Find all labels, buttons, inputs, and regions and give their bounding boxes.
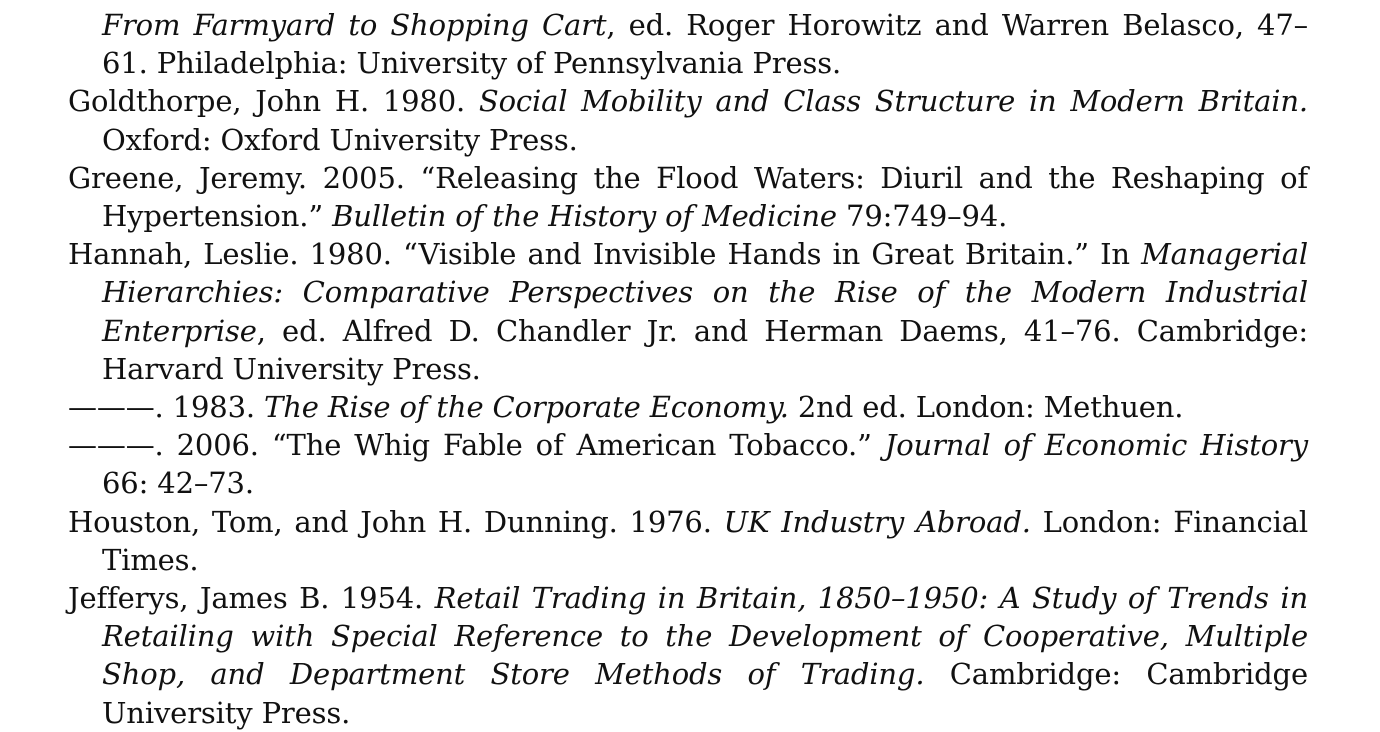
- reference-text: 79:749–94.: [836, 199, 1008, 234]
- book-title: Retail Trading in Britain, 1850–1950: A Study of Trends in Retailing with Special Reference to the Development of Cooperative, Multiple Shop, and Department Store Methods of Trading.: [102, 581, 1308, 692]
- reference-entry: [68, 235, 1308, 388]
- reference-entry: [68, 6, 1308, 82]
- reference-text: 66: 42–73.: [102, 466, 254, 501]
- reference-text: ———. 1983.: [68, 390, 265, 425]
- reference-text: 2nd ed. London: Methuen.: [788, 390, 1184, 425]
- reference-entry: [68, 579, 1308, 732]
- reference-text: Jefferys, James B. 1954.: [68, 581, 435, 616]
- book-title: Social Mobility and Class Structure in Modern Britain.: [478, 84, 1308, 119]
- reference-text: , ed. Roger Horowitz and Warren Belasco, 47–61. Philadelphia: University of Pennsylvania Press.: [102, 8, 1308, 81]
- book-title: From Farmyard to Shopping Cart: [102, 8, 607, 42]
- book-title: The Rise of the Corporate Economy.: [264, 390, 789, 425]
- reference-text: London: Financial Times.: [102, 504, 1308, 577]
- reference-text: Houston, Tom, and John H. Dunning. 1976.: [68, 504, 724, 539]
- reference-text: Goldthorpe, John H. 1980.: [68, 84, 479, 119]
- journal-title: Journal of Economic History: [884, 428, 1309, 463]
- reference-text: Hannah, Leslie. 1980. “Visible and Invisible Hands in Great Britain.” In: [68, 237, 1142, 272]
- reference-text: Oxford: Oxford University Press.: [102, 122, 578, 157]
- reference-entry: [68, 503, 1308, 579]
- reference-entry: [68, 82, 1308, 158]
- reference-text: Greene, Jeremy. 2005. “Releasing the Flood Waters: Diuril and the Reshaping of Hypertension.”: [68, 160, 1308, 234]
- reference-text: ———. 2006. “The Whig Fable of American Tobacco.”: [68, 428, 885, 463]
- reference-entry: [68, 388, 1308, 426]
- reference-entry: [68, 159, 1308, 235]
- bibliography-page: [68, 6, 1308, 732]
- reference-text: , ed. Alfred D. Chandler Jr. and Herman Daems, 41–76. Cambridge: Harvard University Press.: [102, 313, 1308, 386]
- book-title: Managerial Hierarchies: Comparative Perspectives on the Rise of the Modern Industrial Enterprise: [102, 237, 1308, 348]
- reference-text: Cambridge: Cambridge University Press.: [102, 657, 1308, 730]
- reference-entry: [68, 426, 1308, 502]
- book-title: UK Industry Abroad.: [723, 504, 1031, 539]
- journal-title: Bulletin of the History of Medicine: [332, 199, 837, 234]
